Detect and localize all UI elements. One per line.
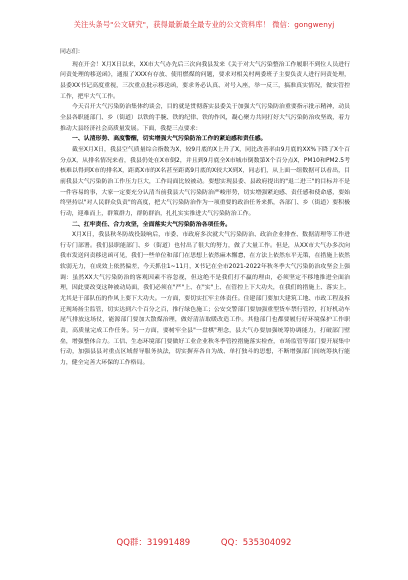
paragraph-situation: 截至X月X日，我县空气质量综合指数为X，较9月底的X上升了X，同比改善率由9月底的XX%下降了X个百分点X，从排名情况来看，我县仍处在X市倒2，并且到9月底全X市城市倒数第X个百分点X，PM10和PM2.5考核难以得到X市的排名X，距离X市的X名甚至距离9月底的X较大X到X，同志们，从上面一组数据可以看出，目前我县大气污染防治工作压力巨大，工作局面比较被动。要想实现县委、县政府提出的"退二进三"的目标并不是一件容易的事，大家一定要充分认清当前我县大气污染防治严峻形势，切实增强紧迫感、责任感和使命感，要始终坚持以"对人民群众负责"的高度，把大气污染防治作为一项重要的政治任务来抓，各部门、乡（街道）要积极行动，迎难而上，群策群力，群防群治，扎扎实实推进大气污染防治工作。 [60, 146, 350, 217]
qq-group-text: QQ群：31991489 [116, 538, 191, 548]
section-heading-1: 一、认清形势、高度警醒，切实增强大气污染防治工作的紧迫感和责任感。 [72, 136, 267, 143]
contact-footer [0, 536, 408, 548]
document-body [60, 47, 350, 369]
paragraph-responsibility: X月X日，我县秋冬防战役鼓响后，市委、市政府多次就大气污染防治、政治企业排查、数据清理等工作进行专门部署。我们县职能部门、乡（街道）也付出了很大的努力，做了大量工作。但是，从XX市大气办多次向我市发送问责移送函可见，我们一些单位和部门在思想上依然麻木懈怠，在方法上依然东平无策，在措施上依然软弱无力，在成效上依然偏差，今天抓住1~11月，X书记在全市2021-2022年秋冬季大气污染防治攻坚会上强调：虽然XX大气污染防治的客观因素不容忽视，但这绝不是我们打不赢的理由，必须坚定不移地推进全面治理，因此要改变这种被动局面，我们必须在"严"上、在"实"上、在管控上下大功夫，在我们的措施上、落实上，尤其是干部队伍的作风上要下大功夫。一方面，要切实扛牢主体责任。住建部门要加大建筑工地、市政工程及拆迁现场扬尘监管，切实达到六个百分之百，推行绿色施工；公安交警部门要加强重型货车禁行管控，打好机动车尾气排放这场仗，能源部门要加大散煤治理，做好清洁取暖改造工作。其他部门也都要履行好环境保护工作职责，高质量完成工作任务。另一方面，要树牢全县"一盘棋"理念，县大气办要加强统筹协调能力，打破部门壁垒，增强整体合力。工信、生态环境部门要做好工业企业秋冬季管控措施落实检查，市场监管等部门要开展集中行动，加强县县对重点区域督导服务执法，切实摒弃各自为战、单打独斗的思想，不断增强部门间统筹执行能力，健全完善大环保的工作格局。 [60, 232, 350, 367]
promo-banner: 关注头条号"公文研究"，获得最新最全最专业的公文资料库！ 微信：gongwenyj [73, 20, 335, 29]
paragraph-intro: 现在开会！X月X日以来，XX市大气办先后三次向我县发来《关于对大气污染整治工作履职不到位人员进行问责处理的移送函》，通报了XXX有存放、使用燃煤的问题，要求对相关村两委班子主要负责人进行问责处理，县委XX书记高度重视，三次重点批示移送函，要求务必认真、对号入座，举一反三，搞准真实情况，做实管控工作，把牢大气工作。 [60, 61, 350, 100]
section-heading-2: 二、扛牢责任、合力攻坚，全面落实大气污染防治各项任务。 [72, 221, 232, 228]
paragraph-purpose: 今天召开大气污染防治集体约谈会，目的就是贯彻落实县委关于加强大气污染防治重要指示批示精神，动员全县各职能部门、乡（街道）以铁的手腕、铁的纪律、铁的作风，凝心聚力共同打好大气污染防治攻坚战，着力推动大县经济社会高质量发展。下面，我提三点要求： [60, 104, 350, 132]
qq-contact-text: QQ：535304092 [220, 538, 292, 548]
salutation: 同志们： [60, 49, 84, 55]
